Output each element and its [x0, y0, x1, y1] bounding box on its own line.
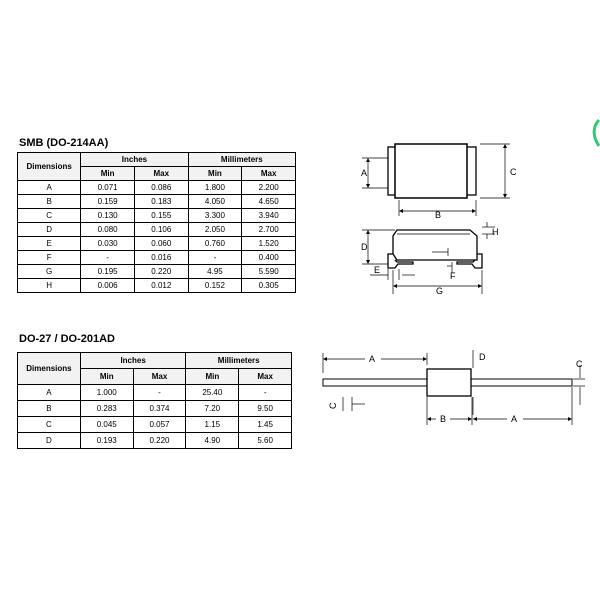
cell-in-max: 0.220 [134, 265, 188, 279]
cell-mm-min: 25.40 [186, 385, 239, 401]
mm-min-header: Min [188, 167, 242, 181]
smb-section-title: SMB (DO-214AA) [19, 137, 109, 149]
cell-in-max: 0.183 [134, 195, 188, 209]
mm-min-header: Min [186, 369, 239, 385]
inches-header: Inches [81, 153, 188, 167]
cell-mm-max: 2.200 [242, 181, 296, 195]
cell-in-min: 0.195 [81, 265, 135, 279]
cell-in-min: 0.006 [81, 279, 135, 293]
cell-dim: D [18, 433, 81, 449]
cell-mm-min: 4.90 [186, 433, 239, 449]
cell-mm-max: 4.650 [242, 195, 296, 209]
millimeters-header: Millimeters [186, 353, 292, 369]
cell-in-min: 0.193 [80, 433, 133, 449]
axial-label-d: D [479, 352, 486, 362]
cell-dim: C [18, 209, 81, 223]
cell-in-min: 0.080 [81, 223, 135, 237]
cell-in-min: - [81, 251, 135, 265]
cell-in-min: 0.030 [81, 237, 135, 251]
smb-label-a: A [361, 168, 368, 178]
table-row [18, 279, 296, 293]
smb-label-h: H [492, 227, 499, 237]
cell-in-min: 0.159 [81, 195, 135, 209]
cell-dim: B [18, 401, 81, 417]
axial-label-c2: C [576, 359, 583, 369]
cell-mm-max: 2.700 [242, 223, 296, 237]
cell-mm-min: 1.800 [188, 181, 242, 195]
cell-in-min: 0.283 [80, 401, 133, 417]
do27-section-title: DO-27 / DO-201AD [19, 333, 115, 345]
dimensions-header: Dimensions [18, 153, 81, 181]
cell-dim: E [18, 237, 81, 251]
cell-mm-min: 3.300 [188, 209, 242, 223]
smb-dimension-table [17, 152, 296, 293]
cell-in-max: 0.060 [134, 237, 188, 251]
inches-max-header: Max [133, 369, 186, 385]
cell-in-min: 0.071 [81, 181, 135, 195]
cell-dim: G [18, 265, 81, 279]
table-row [18, 209, 296, 223]
cell-dim: A [18, 181, 81, 195]
cell-in-max: - [133, 385, 186, 401]
cell-mm-max: 9.50 [239, 401, 292, 417]
millimeters-header: Millimeters [188, 153, 295, 167]
cell-mm-min: 1.15 [186, 417, 239, 433]
cell-in-max: 0.374 [133, 401, 186, 417]
dimensions-header: Dimensions [18, 353, 81, 385]
table-row [18, 433, 292, 449]
cell-in-max: 0.016 [134, 251, 188, 265]
smb-label-g: G [436, 286, 444, 296]
mm-max-header: Max [242, 167, 296, 181]
cell-in-min: 0.130 [81, 209, 135, 223]
cell-mm-min: 2.050 [188, 223, 242, 237]
table-row [18, 417, 292, 433]
cell-mm-max: 5.590 [242, 265, 296, 279]
do27-axial-drawing [315, 345, 590, 430]
cell-mm-max: - [239, 385, 292, 401]
cell-mm-min: 4.95 [188, 265, 242, 279]
axial-label-a2: A [511, 414, 518, 424]
axial-label-b: B [440, 414, 447, 424]
inches-min-header: Min [81, 167, 135, 181]
table-row [18, 251, 296, 265]
cell-mm-min: 0.152 [188, 279, 242, 293]
cell-dim: C [18, 417, 81, 433]
axial-label-c1: C [328, 402, 338, 409]
table-row [18, 401, 292, 417]
table-row [18, 265, 296, 279]
cell-in-max: 0.106 [134, 223, 188, 237]
axial-label-a1: A [369, 354, 376, 364]
cell-in-max: 0.057 [133, 417, 186, 433]
cell-mm-min: 4.050 [188, 195, 242, 209]
cell-mm-min: - [188, 251, 242, 265]
smb-label-b: B [435, 210, 442, 220]
cell-mm-max: 3.940 [242, 209, 296, 223]
cell-in-min: 1.000 [80, 385, 133, 401]
cell-dim: F [18, 251, 81, 265]
cell-in-max: 0.086 [134, 181, 188, 195]
cell-mm-min: 0.760 [188, 237, 242, 251]
table-row [18, 181, 296, 195]
cell-mm-max: 0.305 [242, 279, 296, 293]
do27-dimension-table [17, 352, 292, 449]
smb-top-view-drawing [340, 130, 540, 220]
inches-min-header: Min [80, 369, 133, 385]
cell-dim: A [18, 385, 81, 401]
smb-label-e: E [374, 265, 381, 275]
cell-in-min: 0.045 [80, 417, 133, 433]
smb-label-c: C [510, 167, 517, 177]
cell-mm-max: 0.400 [242, 251, 296, 265]
table-row [18, 223, 296, 237]
table-row [18, 237, 296, 251]
cell-mm-max: 1.520 [242, 237, 296, 251]
inches-header: Inches [80, 353, 186, 369]
smb-label-f: F [450, 271, 456, 281]
cell-mm-max: 1.45 [239, 417, 292, 433]
cell-dim: B [18, 195, 81, 209]
cell-in-max: 0.220 [133, 433, 186, 449]
mm-max-header: Max [239, 369, 292, 385]
smb-side-view-drawing [340, 218, 540, 298]
smb-label-d: D [361, 242, 368, 252]
green-accent-mark [589, 118, 600, 148]
cell-dim: D [18, 223, 81, 237]
cell-in-max: 0.155 [134, 209, 188, 223]
table-row [18, 385, 292, 401]
cell-dim: H [18, 279, 81, 293]
cell-in-max: 0.012 [134, 279, 188, 293]
inches-max-header: Max [134, 167, 188, 181]
cell-mm-min: 7.20 [186, 401, 239, 417]
cell-mm-max: 5.60 [239, 433, 292, 449]
table-row [18, 195, 296, 209]
